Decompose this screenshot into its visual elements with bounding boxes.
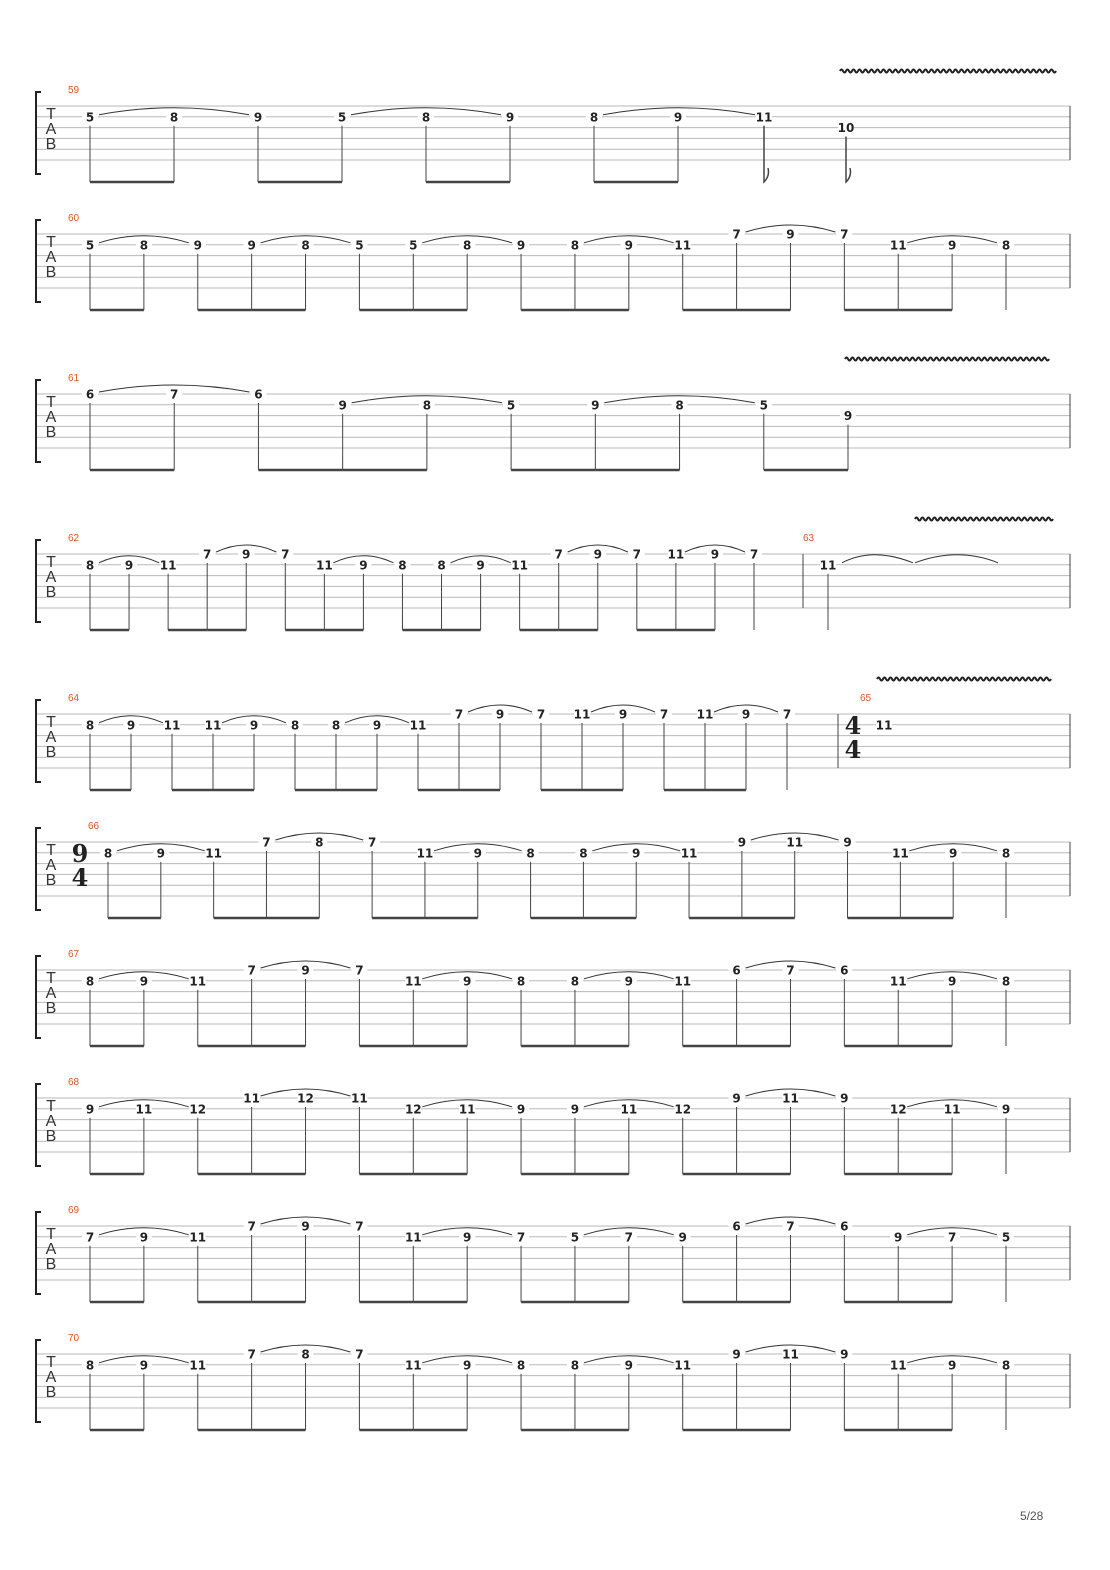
fret-number: 11: [189, 1230, 207, 1245]
fret-number: 6: [732, 963, 741, 978]
tab-clef-letter: B: [45, 584, 57, 601]
fret-number: 8: [398, 558, 407, 573]
measure-number: 68: [68, 1077, 80, 1088]
tab-clef-letter: A: [45, 569, 57, 586]
fret-number: 5: [506, 398, 516, 413]
fret-number: 9: [193, 238, 202, 253]
tab-clef-letter: B: [45, 1256, 57, 1273]
fret-number: 7: [367, 835, 377, 850]
fret-number: 11: [511, 558, 528, 573]
fret-number: 11: [696, 707, 714, 722]
tab-clef-letter: A: [45, 1113, 57, 1130]
fret-number: 9: [301, 963, 310, 978]
fret-number: 7: [840, 227, 849, 242]
tab-clef-letter: A: [45, 409, 57, 426]
tab-system: [36, 518, 1070, 631]
fret-number: 8: [570, 238, 580, 253]
measure-number: 67: [68, 949, 80, 960]
fret-number: 5: [1001, 1230, 1011, 1245]
fret-number: 9: [624, 238, 634, 253]
fret-number: 5: [337, 110, 347, 125]
fret-number: 11: [819, 558, 837, 573]
fret-number: 11: [943, 1102, 961, 1117]
fret-number: 9: [673, 110, 683, 125]
fret-number: 7: [659, 707, 669, 722]
fret-number: 5: [409, 238, 418, 253]
fret-number: 7: [202, 547, 212, 562]
fret-number: 9: [476, 558, 485, 573]
fret-number: 11: [889, 238, 907, 253]
fret-number: 6: [732, 1219, 741, 1234]
tab-system: [36, 1205, 1070, 1302]
fret-number: 7: [355, 963, 364, 978]
measure-number: 70: [68, 1333, 80, 1344]
fret-number: 7: [749, 547, 759, 562]
fret-number: 9: [741, 707, 751, 722]
tab-clef-letter: B: [45, 264, 57, 281]
fret-number: 8: [139, 238, 149, 253]
tab-clef-letter: T: [46, 1098, 56, 1115]
fret-number: 9: [372, 718, 382, 733]
fret-number: 7: [355, 1219, 364, 1234]
fret-number: 9: [126, 718, 136, 733]
fret-number: 8: [315, 835, 324, 850]
fret-number: 7: [262, 835, 271, 850]
fret-number: 11: [782, 1091, 799, 1106]
fret-number: 7: [554, 547, 563, 562]
tie: [915, 555, 998, 563]
fret-number: 11: [892, 846, 909, 861]
fret-number: 7: [782, 707, 792, 722]
fret-number: 9: [710, 547, 720, 562]
fret-number: 11: [674, 238, 692, 253]
fret-number: 7: [85, 1230, 95, 1245]
tab-clef-letter: B: [45, 744, 57, 761]
vibrato-line: [915, 518, 1053, 521]
tab-clef-letter: T: [46, 234, 56, 251]
system-bracket: [36, 220, 41, 302]
fret-number: 11: [889, 1358, 907, 1373]
measure-number: 62: [68, 533, 80, 544]
fret-number: 9: [495, 707, 505, 722]
tab-system: [36, 213, 1070, 310]
fret-number: 9: [253, 110, 263, 125]
fret-number: 6: [840, 963, 849, 978]
fret-number: 5: [85, 238, 95, 253]
fret-number: 11: [875, 718, 893, 733]
fret-number: 8: [675, 398, 684, 413]
fret-number: 11: [889, 974, 907, 989]
page-number: 5/28: [1020, 1509, 1044, 1523]
fret-number: 8: [516, 974, 526, 989]
fret-number: 5: [570, 1230, 580, 1245]
fret-number: 9: [1001, 1102, 1011, 1117]
fret-number: 8: [85, 1358, 95, 1373]
fret-number: 11: [573, 707, 591, 722]
measure-number: 61: [68, 373, 80, 384]
tab-clef-letter: A: [45, 1241, 57, 1258]
fret-number: 9: [593, 547, 602, 562]
fret-number: 8: [169, 110, 179, 125]
fret-number: 12: [189, 1102, 207, 1117]
fret-number: 8: [290, 718, 300, 733]
measure-number: 66: [88, 821, 100, 832]
tab-system: [36, 358, 1070, 471]
fret-number: 7: [536, 707, 546, 722]
fret-number: 11: [409, 718, 427, 733]
fret-number: 11: [404, 1230, 422, 1245]
vibrato-line: [840, 70, 1056, 73]
time-signature-top: 4: [844, 711, 862, 740]
system-bracket: [36, 828, 41, 910]
fret-number: 9: [139, 1230, 149, 1245]
fret-number: 9: [462, 1358, 472, 1373]
fret-number: 8: [1001, 238, 1011, 253]
fret-number: 8: [516, 1358, 526, 1373]
fret-number: 9: [462, 974, 472, 989]
fret-number: 11: [204, 718, 222, 733]
fret-number: 8: [462, 238, 472, 253]
fret-number: 11: [189, 1358, 207, 1373]
system-bracket: [36, 1212, 41, 1294]
tab-clef-letter: B: [45, 872, 57, 889]
fret-number: 9: [591, 398, 600, 413]
fret-number: 7: [516, 1230, 526, 1245]
vibrato-line: [845, 358, 1049, 361]
fret-number: 7: [786, 1219, 795, 1234]
fret-number: 9: [516, 1102, 526, 1117]
fret-number: 9: [786, 227, 795, 242]
tab-clef-letter: A: [45, 1369, 57, 1386]
time-signature-bottom: 4: [844, 735, 862, 764]
fret-number: 11: [786, 835, 804, 850]
fret-number: 9: [632, 846, 641, 861]
fret-number: 9: [843, 409, 853, 424]
system-bracket: [36, 92, 41, 174]
fret-number: 5: [355, 238, 364, 253]
fret-number: 9: [85, 1102, 95, 1117]
fret-number: 11: [416, 846, 434, 861]
fret-number: 11: [351, 1091, 368, 1106]
tab-clef-letter: T: [46, 394, 56, 411]
fret-number: 11: [667, 547, 685, 562]
tab-clef-letter: A: [45, 985, 57, 1002]
fret-number: 8: [422, 398, 432, 413]
fret-number: 7: [170, 387, 179, 402]
fret-number: 8: [331, 718, 341, 733]
fret-number: 9: [947, 974, 957, 989]
measure-number: 63: [803, 533, 815, 544]
tie: [842, 555, 913, 563]
fret-number: 11: [135, 1102, 153, 1117]
tab-clef-letter: A: [45, 729, 57, 746]
fret-number: 9: [624, 1358, 634, 1373]
tab-clef-letter: B: [45, 1128, 57, 1145]
fret-number: 5: [85, 110, 95, 125]
tab-system: [36, 1077, 1070, 1174]
note-flag: [764, 126, 769, 182]
fret-number: 8: [526, 846, 535, 861]
fret-number: 10: [837, 121, 855, 136]
measure-number: 69: [68, 1205, 80, 1216]
tab-clef-letter: A: [45, 249, 57, 266]
tab-system: [36, 70, 1070, 183]
tab-clef-letter: B: [45, 1000, 57, 1017]
tab-system: [36, 949, 1070, 1046]
fret-number: 9: [948, 846, 958, 861]
fret-number: 6: [85, 387, 95, 402]
fret-number: 11: [782, 1347, 799, 1362]
fret-number: 9: [618, 707, 628, 722]
system-bracket: [36, 1340, 41, 1422]
fret-number: 9: [894, 1230, 903, 1245]
fret-number: 12: [889, 1102, 907, 1117]
tab-system: [36, 821, 1070, 918]
fret-number: 9: [843, 835, 852, 850]
fret-number: 11: [620, 1102, 638, 1117]
fret-number: 11: [404, 1358, 422, 1373]
fret-number: 8: [570, 1358, 580, 1373]
measure-number: 64: [68, 693, 80, 704]
tab-clef-letter: B: [45, 424, 57, 441]
fret-number: 11: [404, 974, 422, 989]
fret-number: 9: [516, 238, 526, 253]
fret-number: 9: [678, 1230, 687, 1245]
system-bracket: [36, 380, 41, 462]
fret-number: 5: [759, 398, 768, 413]
fret-number: 12: [297, 1091, 314, 1106]
fret-number: 7: [786, 963, 795, 978]
fret-number: 11: [243, 1091, 260, 1106]
fret-number: 7: [454, 707, 464, 722]
fret-number: 9: [301, 1219, 310, 1234]
tab-clef-letter: T: [46, 1354, 56, 1371]
measure-number: 59: [68, 85, 80, 96]
fret-number: 8: [1001, 974, 1011, 989]
fret-number: 12: [404, 1102, 422, 1117]
fret-number: 7: [632, 547, 642, 562]
fret-number: 11: [159, 558, 177, 573]
tab-clef-letter: A: [45, 857, 57, 874]
fret-number: 11: [674, 974, 692, 989]
fret-number: 11: [316, 558, 333, 573]
fret-number: 8: [85, 974, 95, 989]
fret-number: 9: [338, 398, 347, 413]
fret-number: 9: [249, 718, 259, 733]
measure-number: 60: [68, 213, 80, 224]
note-flag: [846, 137, 851, 182]
fret-number: 11: [755, 110, 773, 125]
fret-number: 9: [139, 974, 149, 989]
fret-number: 9: [359, 558, 368, 573]
fret-number: 9: [242, 547, 251, 562]
fret-number: 7: [732, 227, 741, 242]
tab-clef-letter: T: [46, 970, 56, 987]
fret-number: 9: [156, 846, 166, 861]
fret-number: 8: [103, 846, 113, 861]
fret-number: 11: [189, 974, 207, 989]
tab-clef-letter: T: [46, 842, 56, 859]
fret-number: 9: [505, 110, 515, 125]
fret-number: 9: [737, 835, 747, 850]
fret-number: 9: [462, 1230, 472, 1245]
fret-number: 9: [247, 238, 256, 253]
time-signature-bottom: 4: [71, 863, 89, 892]
tab-clef-letter: T: [46, 554, 56, 571]
fret-number: 8: [421, 110, 431, 125]
tab-system: [36, 678, 1070, 791]
fret-number: 8: [301, 238, 310, 253]
fret-number: 7: [247, 1347, 256, 1362]
fret-number: 8: [589, 110, 599, 125]
fret-number: 11: [163, 718, 181, 733]
measure-number: 65: [860, 693, 872, 704]
fret-number: 8: [1001, 1358, 1011, 1373]
fret-number: 9: [570, 1102, 580, 1117]
fret-number: 9: [139, 1358, 149, 1373]
fret-number: 12: [674, 1102, 692, 1117]
tab-system: [36, 1333, 1070, 1430]
fret-number: 9: [840, 1347, 849, 1362]
fret-number: 11: [458, 1102, 476, 1117]
fret-number: 9: [473, 846, 482, 861]
fret-number: 8: [85, 558, 95, 573]
fret-number: 9: [624, 974, 634, 989]
fret-number: 8: [1001, 846, 1011, 861]
system-bracket: [36, 956, 41, 1038]
fret-number: 7: [624, 1230, 634, 1245]
system-bracket: [36, 1084, 41, 1166]
fret-number: 9: [732, 1091, 741, 1106]
fret-number: 9: [947, 238, 957, 253]
system-bracket: [36, 700, 41, 782]
fret-number: 7: [281, 547, 290, 562]
tab-clef-letter: A: [45, 121, 57, 138]
fret-number: 7: [247, 1219, 256, 1234]
fret-number: 9: [947, 1358, 957, 1373]
fret-number: 8: [301, 1347, 310, 1362]
fret-number: 11: [680, 846, 698, 861]
fret-number: 9: [840, 1091, 849, 1106]
fret-number: 8: [570, 974, 580, 989]
tab-clef-letter: T: [46, 106, 56, 123]
fret-number: 7: [947, 1230, 957, 1245]
tab-clef-letter: T: [46, 1226, 56, 1243]
fret-number: 9: [124, 558, 134, 573]
tab-clef-letter: B: [45, 136, 57, 153]
tab-clef-letter: T: [46, 714, 56, 731]
fret-number: 8: [85, 718, 95, 733]
fret-number: 11: [205, 846, 222, 861]
fret-number: 6: [840, 1219, 849, 1234]
fret-number: 11: [674, 1358, 692, 1373]
fret-number: 7: [247, 963, 256, 978]
fret-number: 8: [437, 558, 446, 573]
fret-number: 6: [254, 387, 263, 402]
time-signature-top: 9: [71, 839, 89, 868]
fret-number: 9: [732, 1347, 741, 1362]
tab-clef-letter: B: [45, 1384, 57, 1401]
fret-number: 8: [579, 846, 588, 861]
fret-number: 7: [355, 1347, 364, 1362]
system-bracket: [36, 540, 41, 622]
vibrato-line: [877, 678, 1051, 681]
